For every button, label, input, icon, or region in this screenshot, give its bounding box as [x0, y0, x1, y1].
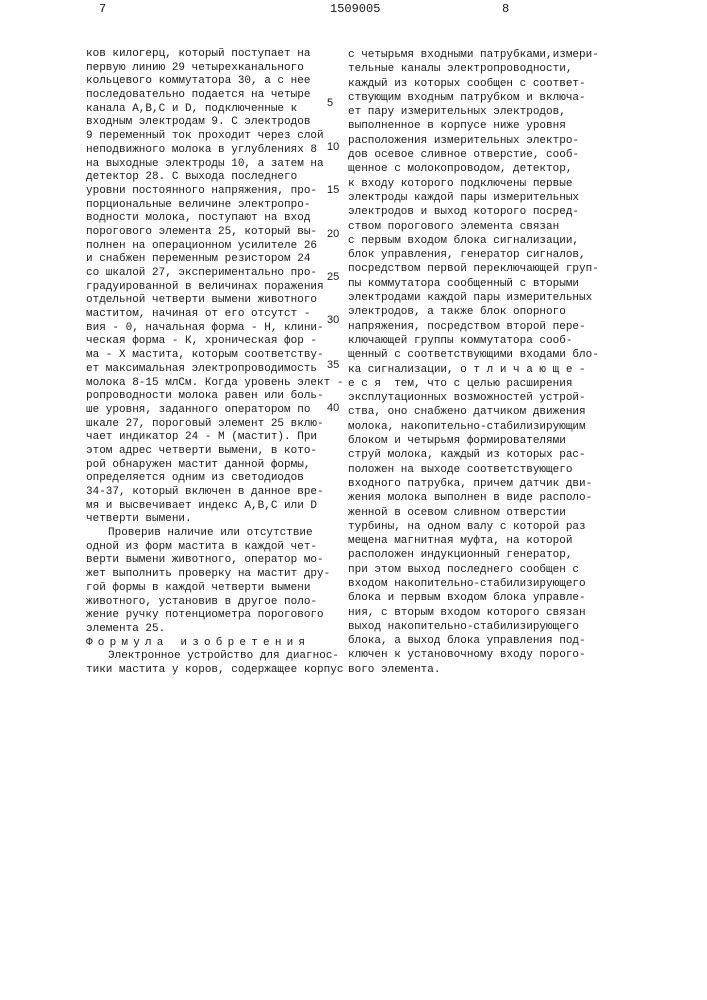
text-line: ет максимальная электропроводимость [86, 363, 343, 377]
text-line: первую линию 29 четырехканального [86, 62, 343, 76]
text-line: порциональные величине электропро- [86, 199, 343, 213]
text-line: и снабжен переменным резистором 24 [86, 253, 343, 267]
page-number-right: 8 [502, 2, 509, 16]
text-line: эксплутационных возможностей устрой- [348, 391, 599, 405]
text-line: ния, с вторым входом которого связан [348, 606, 599, 620]
left-text-column [86, 48, 343, 678]
text-line: уровни постоянного напряжения, про- [86, 185, 343, 199]
text-line: водности молока, поступают на вход [86, 212, 343, 226]
text-line: ма - Х мастита, которым соответству- [86, 349, 343, 363]
text-line: выполненное в корпусе ниже уровня [348, 119, 599, 133]
text-line: электродов, а также блок опорного [348, 305, 599, 319]
text-line: положен на выходе соответствующего [348, 463, 599, 477]
text-line: определяется одним из светодиодов [86, 472, 343, 486]
line-number-marker: 5 [327, 97, 333, 109]
text-line: дов осевое сливное отверстие, сооб- [348, 148, 599, 162]
text-line: при этом выход последнего сообщен с [348, 563, 599, 577]
text-line: входного патрубка, причем датчик дви- [348, 477, 599, 491]
text-line: маститом, начиная от его отсутст - [86, 308, 343, 322]
text-line: ствующим входным патрубком и включа- [348, 91, 599, 105]
text-line: молока, накопительно-стабилизирующим [348, 420, 599, 434]
text-line: ства, оно снабжено датчиком движения [348, 405, 599, 419]
text-line: электроды каждой пары измерительных [348, 191, 599, 205]
text-line: входным электродам 9. С электродов [86, 116, 343, 130]
text-line: рой обнаружен мастит данной формы, [86, 459, 343, 473]
line-number-marker: 25 [327, 271, 339, 283]
text-line: градуированной в величинах поражения [86, 281, 343, 295]
line-number-marker: 35 [327, 359, 339, 371]
text-line: отдельной четверти вымени животного [86, 294, 343, 308]
text-line: ческая форма - К, хроническая фор - [86, 335, 343, 349]
text-line: шкале 27, пороговый элемент 25 вклю- [86, 418, 343, 432]
text-line: детектор 28. С выхода последнего [86, 171, 343, 185]
text-line: ключающей группы коммутатора сооб- [348, 334, 599, 348]
text-line: с четырьмя входными патрубками,измери- [348, 48, 599, 62]
line-number-marker: 10 [327, 141, 339, 153]
text-line: е с я тем, что с целью расширения [348, 377, 599, 391]
text-line: щенный с соответствующими входами бло- [348, 348, 599, 362]
text-line: жет выполнить проверку на мастит дру- [86, 568, 343, 582]
text-line: элемента 25. [86, 623, 343, 637]
text-line: мещена магнитная муфта, на которой [348, 534, 599, 548]
text-line: пы коммутатора сообщенный с вторыми [348, 277, 599, 291]
text-line: жения молока выполнен в виде располо- [348, 491, 599, 505]
text-line: тики мастита у коров, содержащее корпус [86, 664, 343, 678]
text-line: вого элемента. [348, 663, 599, 677]
text-line: напряжения, посредством второй пере- [348, 320, 599, 334]
page-number-left: 7 [99, 2, 106, 16]
text-line: щенное с молокопроводом, детектор, [348, 162, 599, 176]
patent-number: 1509005 [330, 2, 380, 16]
text-line: канала А,В,С и D, подключенные к [86, 103, 343, 117]
line-number-marker: 30 [327, 314, 339, 326]
text-line: ет пару измерительных электродов, [348, 105, 599, 119]
text-line: каждый из которых сообщен с соответ- [348, 77, 599, 91]
text-line: Формула изобретения [86, 637, 343, 651]
text-line: жение ручку потенциометра порогового [86, 609, 343, 623]
text-line: ключен к установочному входу порого- [348, 648, 599, 662]
text-line: чает индикатор 24 - М (мастит). При [86, 431, 343, 445]
text-line: 9 переменный ток проходит через слой [86, 130, 343, 144]
text-line: последовательно подается на четыре [86, 89, 343, 103]
text-line: этом адрес четверти вымени, в кото- [86, 445, 343, 459]
text-line: ропроводности молока равен или боль- [86, 390, 343, 404]
text-line: Проверив наличие или отсутствие [86, 527, 343, 541]
text-line: блока, а выход блока управления под- [348, 634, 599, 648]
text-line: кольцевого коммутатора 30, а с нее [86, 75, 343, 89]
text-line: расположен индукционный генератор, [348, 548, 599, 562]
text-line: блок управления, генератор сигналов, [348, 248, 599, 262]
text-line: входом накопительно-стабилизирующего [348, 577, 599, 591]
text-line: полнен на операционном усилителе 26 [86, 240, 343, 254]
text-line: животного, установив в другое поло- [86, 596, 343, 610]
text-line: электродами каждой пары измерительных [348, 291, 599, 305]
text-line: мя и высвечивает индекс А,В,С или D [86, 500, 343, 514]
text-line: вия - 0, начальная форма - Н, клини- [86, 322, 343, 336]
right-text-column [348, 48, 599, 677]
text-line: гой формы в каждой четверти вымени [86, 582, 343, 596]
text-line: посредством первой переключающей груп- [348, 262, 599, 276]
line-number-marker: 20 [327, 228, 339, 240]
text-line: женной в осевом сливном отверстии [348, 506, 599, 520]
text-line: порогового элемента 25, который вы- [86, 226, 343, 240]
text-line: турбины, на одном валу с которой раз [348, 520, 599, 534]
text-line: верти вымени животного, оператор мо- [86, 554, 343, 568]
text-line: молока 8-15 млСм. Когда уровень элект - [86, 377, 343, 391]
text-line: ством порогового элемента связан [348, 220, 599, 234]
text-line: 34-37, который включен в данное вре- [86, 486, 343, 500]
text-line: ков килогерц, который поступает на [86, 48, 343, 62]
text-line: к входу которого подключены первые [348, 177, 599, 191]
text-line: ка сигнализации, о т л и ч а ю щ е - [348, 363, 599, 377]
text-line: ше уровня, заданного оператором по [86, 404, 343, 418]
text-line: струй молока, каждый из которых рас- [348, 448, 599, 462]
text-line: электродов и выход которого посред- [348, 205, 599, 219]
text-line: четверти вымени. [86, 513, 343, 527]
line-number-marker: 15 [327, 184, 339, 196]
text-line: расположения измерительных электро- [348, 134, 599, 148]
line-number-marker: 40 [327, 402, 339, 414]
text-line: Электронное устройство для диагнос- [86, 650, 343, 664]
text-line: блока и первым входом блока управле- [348, 591, 599, 605]
text-line: со шкалой 27, экспериментально про- [86, 267, 343, 281]
text-line: с первым входом блока сигнализации, [348, 234, 599, 248]
text-line: выход накопительно-стабилизирующего [348, 620, 599, 634]
text-line: тельные каналы электропроводности, [348, 62, 599, 76]
text-line: одной из форм мастита в каждой чет- [86, 541, 343, 555]
text-line: блоком и четырьмя формирователями [348, 434, 599, 448]
text-line: на выходные электроды 10, а затем на [86, 158, 343, 172]
text-line: неподвижного молока в углублениях 8 [86, 144, 343, 158]
